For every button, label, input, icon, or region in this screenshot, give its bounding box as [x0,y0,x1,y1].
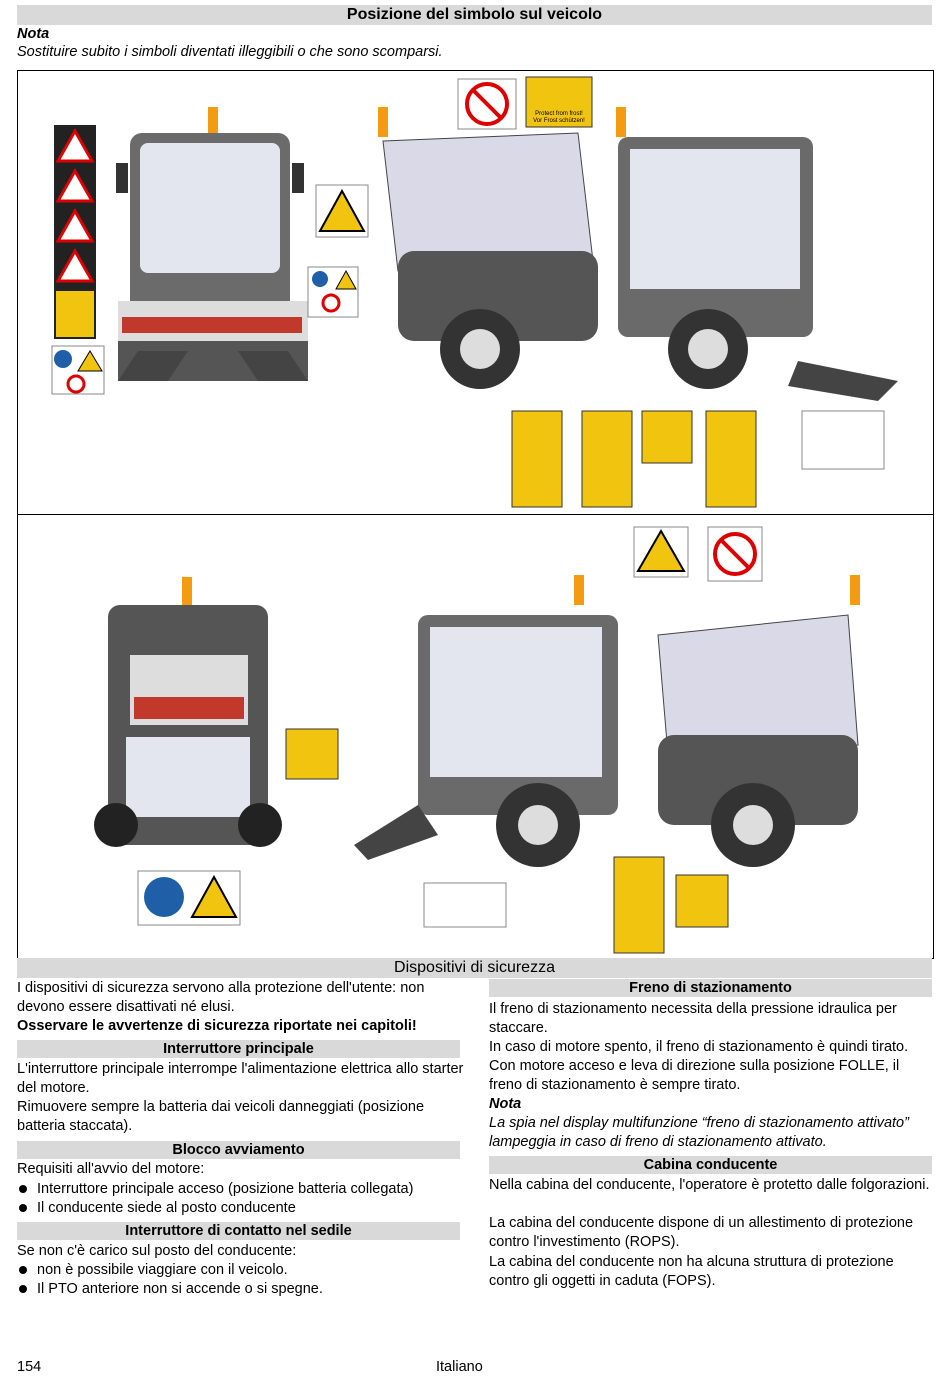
seat-switch-item-1: non è possibile viaggiare con il veicolo. [19,1261,288,1280]
seat-switch-intro: Se non c'è carico sul posto del conducente: [17,1243,297,1259]
sticker-frost [526,77,592,127]
page-number: 154 [17,1359,42,1375]
sticker-plug [286,729,338,779]
cabin-p1: Nella cabina del conducente, l'operatore è protetto dalle folgorazioni. [489,1177,930,1193]
sticker-prohibit-left [52,346,104,394]
vehicle-side-view [378,107,898,401]
header-title: Posizione del simbolo sul veicolo [17,5,932,25]
sticker-hand-warning [316,185,368,237]
footer-language: Italiano [436,1359,483,1375]
cabin-p3: La cabina del conducente non ha alcuna struttura di protezione contro gli oggetti in caduta (FOPS). [489,1254,894,1289]
parking-brake-title: Freno di stazionamento [489,979,932,997]
seat-switch-item-2: Il PTO anteriore non si accende o si spegne. [19,1280,323,1299]
sticker-frost-text-1: Protect from frost! [535,111,583,117]
sticker-gloves-hot [138,871,240,925]
main-switch-p2: Rimuovere sempre la batteria dai veicoli danneggiati (posizione batteria staccata). [17,1099,425,1134]
cabin-p2: La cabina del conducente dispone di un allestimento di protezione contro l'investimento (ROPS). [489,1215,914,1250]
start-lock-item-2: Il conducente siede al posto conducente [19,1199,296,1218]
section-intro-bold: Osservare le avvertenze di sicurezza riportate nei capitoli! [17,1018,417,1034]
figure-top [17,70,934,516]
start-lock-item-1: Interruttore principale acceso (posizione batteria collegata) [19,1180,413,1199]
section-intro: I dispositivi di sicurezza servono alla protezione dell'utente: non devono essere disattivati né elusi. [17,980,425,1015]
main-switch-p1: L'interruttore principale interrompe l'alimentazione elettrica allo starter del motore. [17,1061,464,1096]
section-title: Dispositivi di sicurezza [17,958,932,978]
vehicle-front-view [116,107,308,381]
sticker-no-spray [458,79,516,129]
sticker-no-spray-rear [708,527,762,581]
sticker-prohibit-row [424,883,506,927]
parking-brake-p2: In caso di motore spento, il freno di stazionamento è quindi tirato. [489,1039,909,1055]
sticker-crush-rear [614,857,728,953]
vehicle-illustration-top [18,71,933,515]
vehicle-illustration-bottom [18,515,933,958]
note-text: Sostituire subito i simboli diventati illeggibili o che sono scomparsi. [17,44,443,60]
start-lock-intro: Requisiti all'avvio del motore: [17,1161,205,1177]
parking-brake-note-label: Nota [489,1096,522,1112]
figure-bottom [17,514,934,959]
sticker-row-bottom [512,411,884,507]
sticker-hand-warning-rear [634,527,688,577]
start-lock-title: Blocco avviamento [17,1141,460,1159]
vehicle-side-view-rear [354,575,860,867]
cabin-title: Cabina conducente [489,1156,932,1174]
sticker-frost-text-2: Vor Frost schützen! [533,118,585,124]
seat-switch-title: Interruttore di contatto nel sedile [17,1222,460,1240]
sticker-front-right [308,267,358,317]
parking-brake-p3: Con motore acceso e leva di direzione sulla posizione FOLLE, il freno di stazionamento è sempre tirato. [489,1058,900,1093]
main-switch-title: Interruttore principale [17,1040,460,1058]
sticker-column-left [54,125,96,339]
parking-brake-p1: Il freno di stazionamento necessita della pressione idraulica per staccare. [489,1001,897,1036]
vehicle-rear-view [94,577,282,847]
note-label: Nota [17,26,50,42]
parking-brake-note-text: La spia nel display multifunzione “freno di stazionamento attivato” lampeggia in caso di freno di stazionamento attivato. [489,1115,909,1150]
